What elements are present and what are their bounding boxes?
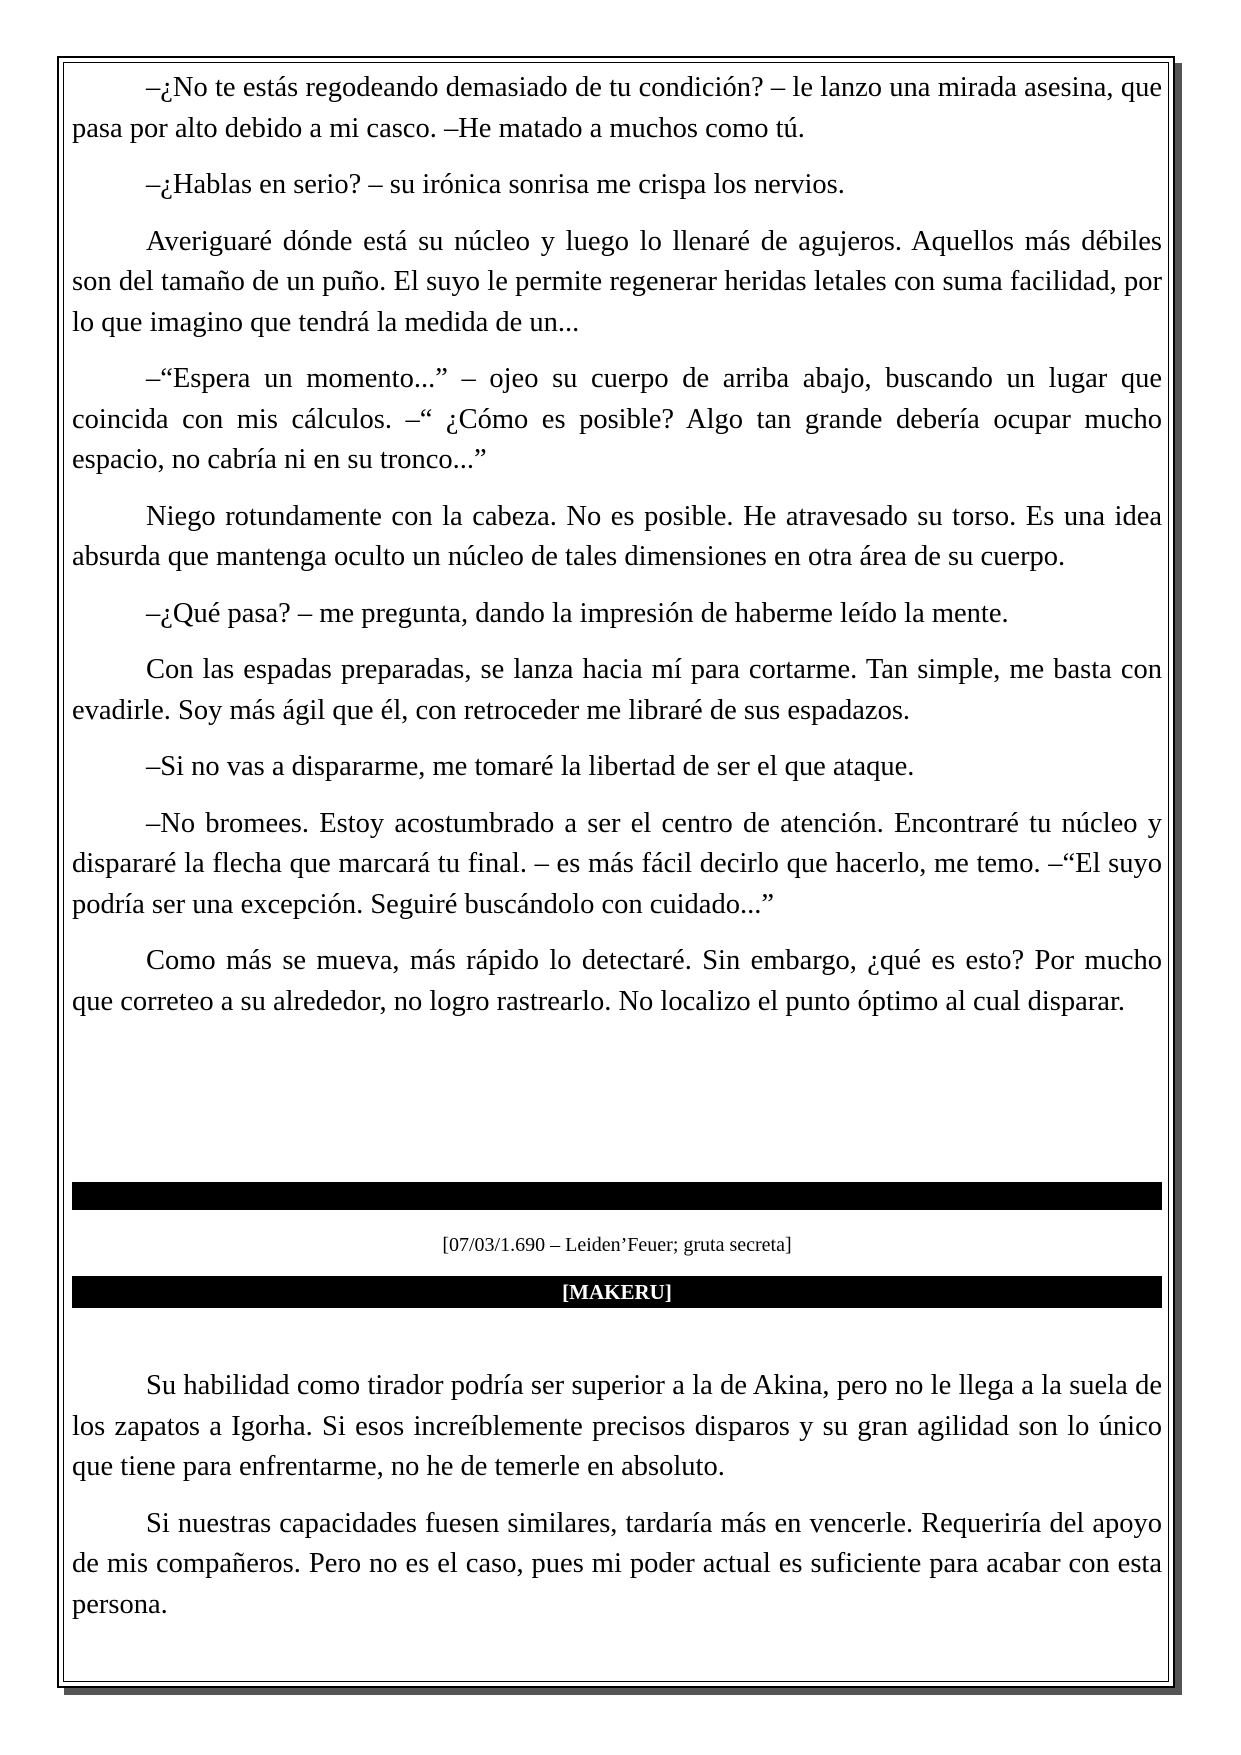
paragraph: –¿No te estás regodeando demasiado de tu condición? – le lanzo una mirada asesina, que pasa por alto debido a mi casco. –He matado a muchos como tú. — [72, 72, 1162, 144]
paragraph: Averiguaré dónde está su núcleo y luego lo llenaré de agujeros. Aquellos más débiles son del tamaño de un puño. El suyo le permite regenerar heridas letales con suma facilidad, por lo que imagino que tendrá la medida de un... — [72, 225, 1162, 338]
pov-banner: [MAKERU] — [72, 1276, 1162, 1308]
paragraph: Con las espadas preparadas, se lanza hacia mí para cortarme. Tan simple, me basta con evadirle. Soy más ágil que él, con retroceder me libraré de sus espadazos. — [72, 654, 1162, 726]
paragraph: Su habilidad como tirador podría ser superior a la de Akina, pero no le llega a la suela de los zapatos a Igorha. Si esos increíblemente precisos disparos y su gran agilidad son lo único que tiene para enfrentarme, no he de temerle en absoluto. — [72, 1370, 1162, 1482]
scene-meta: [07/03/1.690 – Leiden’Feuer; gruta secreta] — [442, 1234, 792, 1256]
paragraph: –¿Hablas en serio? – su irónica sonrisa me crispa los nervios. — [146, 169, 845, 200]
paragraph: –Si no vas a dispararme, me tomaré la libertad de ser el que ataque. — [146, 751, 915, 782]
scene-divider-bar — [72, 1182, 1162, 1210]
paragraph: Niego rotundamente con la cabeza. No es posible. He atravesado su torso. Es una idea absurda que mantenga oculto un núcleo de tales dimensiones en otra área de su cuerpo. — [72, 500, 1162, 572]
paragraph: –“Espera un momento...” – ojeo su cuerpo de arriba abajo, buscando un lugar que coincida con mis cálculos. –“ ¿Cómo es posible? Algo tan grande debería ocupar mucho espacio, no cabría ni en su tronco...” — [72, 363, 1162, 475]
section-two — [72, 1366, 1162, 1641]
paragraph: –¿Qué pasa? – me pregunta, dando la impresión de haberme leído la mente. — [146, 597, 1009, 629]
paragraph: Como más se mueva, más rápido lo detectaré. Sin embargo, ¿qué es esto? Por mucho que correteo a su alrededor, no logro rastrearlo. No localizo el punto óptimo al cual disparar. — [72, 945, 1162, 1017]
section-one — [72, 68, 1162, 1038]
paragraph: –No bromees. Estoy acostumbrado a ser el centro de atención. Encontraré tu núcleo y dispararé la flecha que marcará tu final. – es más fácil decirlo que hacerlo, me temo. –“El suyo podría ser una excepción. Seguiré buscándolo con cuidado...” — [72, 807, 1162, 920]
paragraph: Si nuestras capacidades fuesen similares, tardaría más en vencerle. Requeriría del apoyo de mis compañeros. Pero no es el caso, pues mi poder actual es suficiente para acabar con esta persona. — [72, 1507, 1162, 1620]
